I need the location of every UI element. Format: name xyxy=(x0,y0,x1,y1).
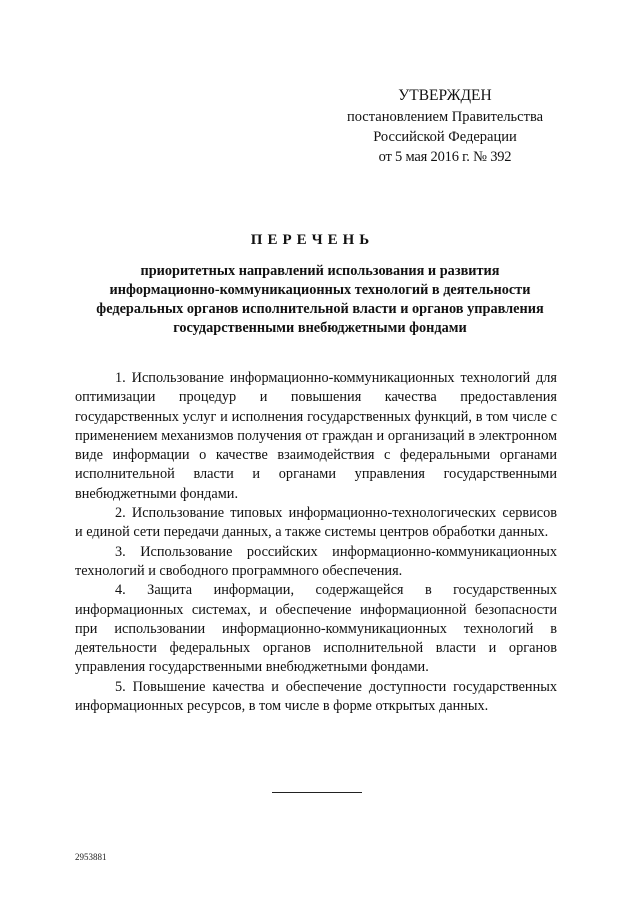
list-item-4: 4. Защита информации, содержащейся в государственных информационных системах, и обеспечение информационной безопасности при использовании информационно-коммуникационных технологий в деятельности федеральных органов исполнительной власти и органов управления государственными внебюджетными фондами. xyxy=(75,582,557,676)
subtitle-line: информационно-коммуникационных технологий в деятельности xyxy=(109,282,531,298)
list-item-1: 1. Использование информационно-коммуникационных технологий для оптимизации процедур и повышения качества предоставления государственных услуг и исполнения государственных функций, в том числе с применением механизмов получения от граждан и организаций в электронном виде информации о качестве взаимодействия с федеральными органами исполнительной власти и органами управления государственными внебюджетными фондами. xyxy=(75,370,557,502)
end-separator-line xyxy=(272,792,362,793)
approval-line-country: Российской Федерации xyxy=(373,129,517,145)
list-item-5: 5. Повышение качества и обеспечение доступности государственных информационных ресурсов, в том числе в форме открытых данных. xyxy=(75,678,557,715)
list-item-2: 2. Использование типовых информационно-технологических сервисов и единой сети передачи данных, а также системы центров обработки данных. xyxy=(75,505,557,541)
approval-block xyxy=(330,86,560,167)
subtitle-line: приоритетных направлений использования и развития xyxy=(140,263,500,279)
approval-line-resolution: постановлением Правительства xyxy=(346,109,544,125)
document-subtitle xyxy=(70,262,570,338)
approval-title: УТВЕРЖДЕН xyxy=(398,87,492,104)
document-heading: ПЕРЕЧЕНЬ xyxy=(250,232,375,248)
approval-line-date-number: от 5 мая 2016 г. № 392 xyxy=(378,149,512,165)
subtitle-line: федеральных органов исполнительной власти и органов управления xyxy=(96,301,544,317)
document-code: 2953881 xyxy=(75,852,107,862)
list-item-3: 3. Использование российских информационно-коммуникационных технологий и свободного программного обеспечения. xyxy=(75,543,557,579)
priority-list xyxy=(75,369,557,716)
subtitle-line: государственными внебюджетными фондами xyxy=(173,320,467,336)
